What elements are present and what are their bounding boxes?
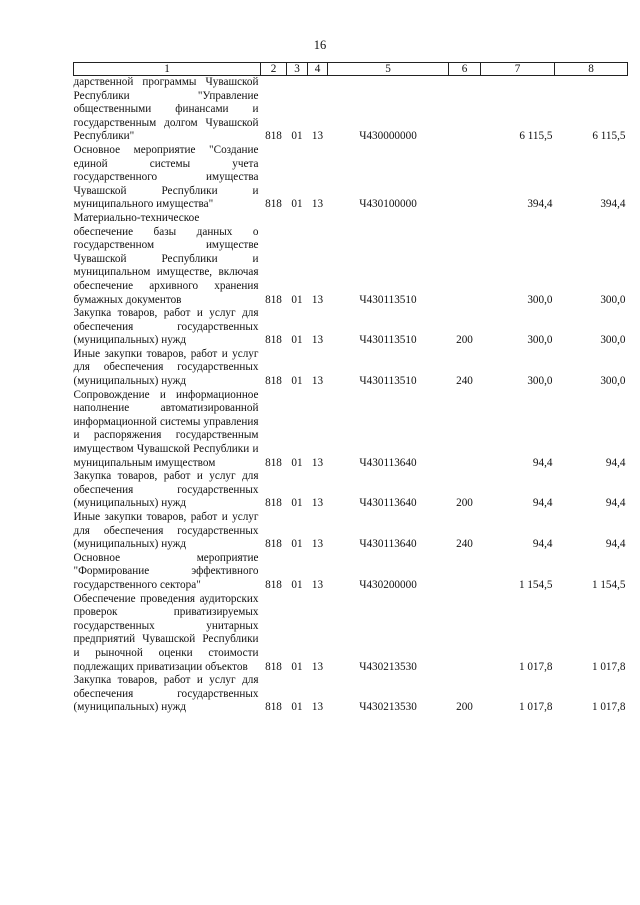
- header-col-5: 5: [328, 63, 449, 76]
- row-admin-code: 818: [265, 375, 282, 388]
- row-amount-2: 94,4: [605, 456, 626, 469]
- row-amount-1: 1 154,5: [518, 578, 553, 591]
- row-admin-code: 818: [265, 130, 282, 143]
- row-target-article: Ч430113640: [359, 538, 417, 551]
- row-target-article: Ч430113510: [359, 375, 417, 388]
- row-expense-type: [449, 144, 481, 212]
- row-expense-type: [449, 76, 481, 144]
- row-target-article: Ч430000000: [359, 130, 417, 143]
- row-amount-2: 94,4: [605, 497, 626, 510]
- row-admin-code: 818: [265, 660, 282, 673]
- row-section: 01: [291, 701, 303, 714]
- row-target-article: Ч430213530: [359, 660, 417, 673]
- row-target-article: Ч430113640: [359, 497, 417, 510]
- row-expense-type: 200: [456, 334, 473, 347]
- row-amount-1: 94,4: [532, 538, 553, 551]
- row-name: Обеспечение проведения аудиторских проверок приватизируемых государственных унитарных предприятий Чувашской Республики и рыночной оценки стоимости подлежащих приватизации объектов: [73, 592, 259, 673]
- row-expense-type: [449, 552, 481, 593]
- row-section: 01: [291, 497, 303, 510]
- row-target-article: Ч430200000: [359, 578, 417, 591]
- row-amount-2: 1 154,5: [591, 578, 626, 591]
- row-admin-code: 818: [265, 198, 282, 211]
- row-target-article: Ч430113510: [359, 334, 417, 347]
- row-amount-2: 300,0: [600, 293, 626, 306]
- row-target-article: Ч430100000: [359, 198, 417, 211]
- table-row: [74, 212, 628, 307]
- row-name: Закупка товаров, работ и услуг для обеспечения государственных (муниципальных) нужд: [73, 307, 259, 347]
- row-subsection: 13: [311, 538, 324, 551]
- row-admin-code: 818: [265, 334, 282, 347]
- row-expense-type: [449, 593, 481, 675]
- row-section: 01: [291, 578, 303, 591]
- row-amount-1: 394,4: [527, 198, 553, 211]
- row-amount-1: 94,4: [532, 456, 553, 469]
- row-name: Закупка товаров, работ и услуг для обеспечения государственных (муниципальных) нужд: [73, 470, 259, 510]
- table-header-row: [74, 63, 628, 76]
- row-expense-type: 240: [456, 375, 473, 388]
- row-amount-2: 300,0: [600, 334, 626, 347]
- row-section: 01: [291, 538, 303, 551]
- row-amount-1: 300,0: [527, 293, 553, 306]
- row-section: 01: [291, 198, 303, 211]
- row-target-article: Ч430213530: [359, 701, 417, 714]
- budget-table: [73, 62, 628, 715]
- table-row: [74, 593, 628, 675]
- row-amount-2: 94,4: [605, 538, 626, 551]
- table-row: [74, 307, 628, 348]
- row-name: Иные закупки товаров, работ и услуг для обеспечения государственных (муниципальных) нужд: [73, 347, 259, 388]
- table-row: [74, 144, 628, 212]
- row-expense-type: 240: [456, 538, 473, 551]
- row-expense-type: [449, 212, 481, 307]
- row-amount-1: 1 017,8: [518, 660, 553, 673]
- table-row: [74, 552, 628, 593]
- header-col-4: 4: [308, 63, 328, 76]
- row-amount-1: 6 115,5: [519, 130, 553, 143]
- row-name: Материально-техническое обеспечение базы данных о государственном имуществе Чувашской Республики и муниципальном имуществе, включая обеспечение архивного хранения бумажных документов: [73, 211, 259, 306]
- row-section: 01: [291, 334, 303, 347]
- row-subsection: 13: [311, 701, 324, 714]
- page-number: 16: [313, 38, 327, 52]
- row-expense-type: [449, 389, 481, 471]
- row-amount-1: 1 017,8: [518, 701, 553, 714]
- row-amount-2: 394,4: [600, 198, 626, 211]
- row-subsection: 13: [311, 578, 324, 591]
- row-admin-code: 818: [265, 456, 282, 469]
- row-subsection: 13: [311, 130, 324, 143]
- row-amount-1: 94,4: [532, 497, 553, 510]
- row-amount-2: 1 017,8: [591, 660, 626, 673]
- header-col-6: 6: [449, 63, 481, 76]
- row-name: Основное мероприятие "Создание единой системы учета государственного имущества Чувашской Республики и муниципального имущества": [73, 143, 259, 211]
- row-name: дарственной программы Чувашской Республики "Управление общественными финансами и государственным долгом Чувашской Республики": [73, 76, 259, 143]
- header-col-7: 7: [481, 63, 555, 76]
- row-subsection: 13: [311, 660, 324, 673]
- table-row: [74, 76, 628, 144]
- row-admin-code: 818: [265, 293, 282, 306]
- row-section: 01: [291, 375, 303, 388]
- row-name: Иные закупки товаров, работ и услуг для обеспечения государственных (муниципальных) нужд: [73, 511, 259, 551]
- row-name: Основное мероприятие "Формирование эффективного государственного сектора": [73, 551, 259, 591]
- row-subsection: 13: [311, 375, 324, 388]
- row-amount-1: 300,0: [527, 375, 553, 388]
- table-row: [74, 511, 628, 552]
- row-amount-2: 300,0: [600, 375, 626, 388]
- header-col-8: 8: [555, 63, 628, 76]
- row-amount-2: 1 017,8: [591, 701, 626, 714]
- header-col-2: 2: [261, 63, 287, 76]
- row-admin-code: 818: [265, 578, 282, 591]
- table-row: [74, 470, 628, 511]
- row-subsection: 13: [311, 334, 324, 347]
- row-amount-2: 6 115,5: [592, 130, 626, 143]
- row-name: Сопровождение и информационное наполнение автоматизированной информационной системы управления и распоряжения государственным имуществом Чувашской Республики и муниципальным имуществом: [73, 388, 259, 469]
- table-row: [74, 348, 628, 389]
- table-row: [74, 389, 628, 471]
- table-row: [74, 674, 628, 715]
- row-section: 01: [291, 456, 303, 469]
- row-section: 01: [291, 660, 303, 673]
- row-target-article: Ч430113510: [359, 293, 417, 306]
- row-target-article: Ч430113640: [359, 456, 417, 469]
- row-admin-code: 818: [265, 497, 282, 510]
- row-expense-type: 200: [456, 701, 473, 714]
- row-name: Закупка товаров, работ и услуг для обеспечения государственных (муниципальных) нужд: [73, 674, 259, 714]
- row-admin-code: 818: [265, 701, 282, 714]
- row-subsection: 13: [311, 198, 324, 211]
- row-subsection: 13: [311, 456, 324, 469]
- row-subsection: 13: [311, 293, 324, 306]
- row-admin-code: 818: [265, 538, 282, 551]
- row-section: 01: [291, 293, 303, 306]
- row-amount-1: 300,0: [527, 334, 553, 347]
- header-col-3: 3: [287, 63, 308, 76]
- header-col-1: 1: [74, 63, 261, 76]
- row-expense-type: 200: [456, 497, 473, 510]
- row-section: 01: [291, 130, 303, 143]
- row-subsection: 13: [311, 497, 324, 510]
